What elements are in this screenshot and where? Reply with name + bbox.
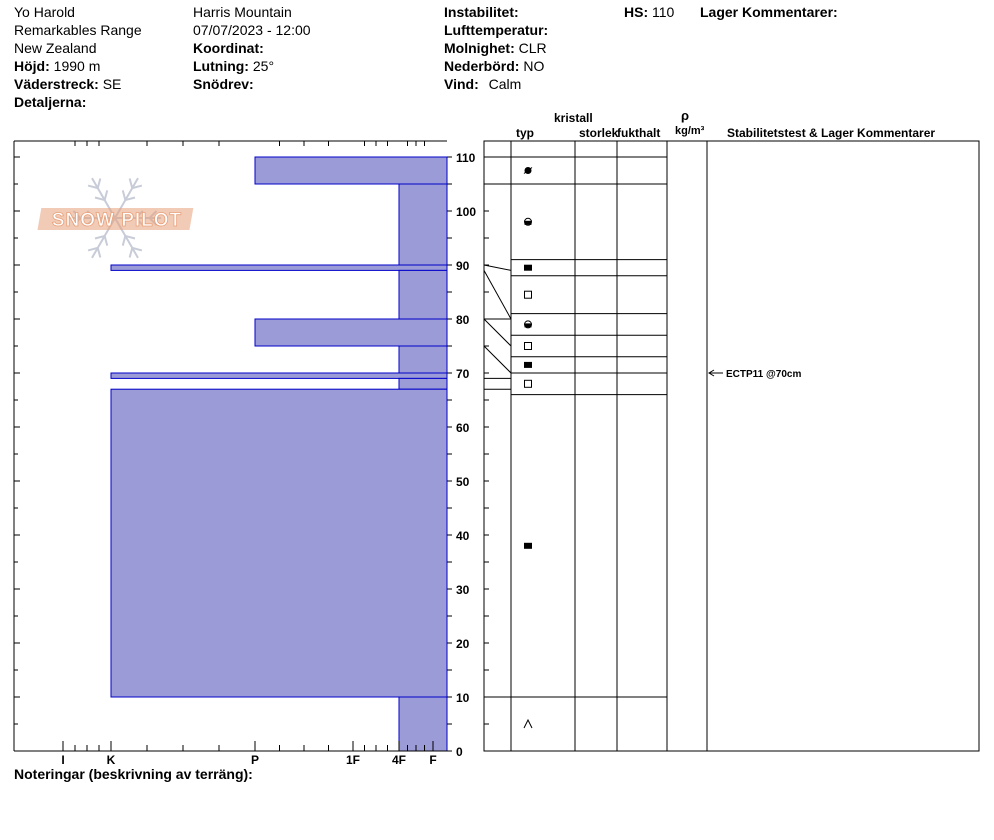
- layer-link-line: [484, 265, 511, 270]
- slope-value: 25°: [252, 58, 275, 74]
- height-tick-label: 80: [456, 313, 470, 327]
- size-header: storlek: [579, 126, 619, 140]
- hardness-layer: [255, 157, 447, 184]
- hardness-tick-label: P: [250, 753, 260, 767]
- elevation-value: 1990 m: [53, 58, 101, 74]
- observer-name: Yo Harold: [14, 4, 75, 20]
- hardness-tick-label: 4F: [391, 753, 407, 767]
- hardness-layer: [399, 184, 447, 265]
- hardness-layer: [399, 697, 447, 751]
- hardness-layer: [399, 378, 447, 389]
- details-label: Detaljerna:: [14, 94, 87, 110]
- layer-link-line: [484, 270, 511, 319]
- hardness-layer: [255, 319, 447, 346]
- instability-label: Instabilitet:: [444, 4, 519, 20]
- hardness-layer: [399, 346, 447, 373]
- sky-label: Molnighet:: [444, 40, 515, 56]
- precip-value: NO: [523, 58, 545, 74]
- moisture-header: fukthalt: [617, 126, 661, 140]
- density-unit-header: kg/m³: [675, 125, 705, 137]
- air-temp-label: Lufttemperatur:: [444, 22, 549, 38]
- density-rho-header: ρ: [681, 108, 690, 123]
- layer-comments-label: Lager Kommentarer:: [700, 4, 838, 20]
- height-tick-label: 100: [456, 205, 477, 219]
- location-name: Harris Mountain: [193, 4, 292, 20]
- stability-header: Stabilitetstest & Lager Kommentarer: [727, 126, 936, 140]
- hardness-layer: [111, 265, 447, 270]
- crystal-rounded-icon: [525, 380, 532, 387]
- hardness-layers: [111, 157, 447, 751]
- hardness-tick-label: 1F: [345, 753, 361, 767]
- height-tick-label: 50: [456, 475, 470, 489]
- hardness-tick-label: K: [106, 753, 116, 767]
- crystal-graupel-icon: [524, 167, 532, 174]
- crystal-rounded-icon: [525, 343, 532, 350]
- wind-value: Calm: [488, 76, 522, 92]
- country-name: New Zealand: [14, 40, 97, 56]
- slope-label: Lutning:: [193, 58, 249, 74]
- crystal-header: kristall: [554, 111, 593, 125]
- height-tick-label: 0: [456, 745, 463, 759]
- height-tick-label: 70: [456, 367, 470, 381]
- stability-test-label: ECTP11 @70cm: [726, 369, 802, 380]
- crystal-faceted-icon: [524, 543, 532, 549]
- observation-datetime: 07/07/2023 - 12:00: [193, 22, 311, 38]
- elevation-label: Höjd:: [14, 58, 50, 74]
- crystal-faceted-icon: [524, 362, 532, 368]
- height-tick-label: 30: [456, 583, 470, 597]
- snowpilot-watermark: [37, 178, 193, 258]
- coordinate-label: Koordinat:: [193, 40, 264, 56]
- hardness-tick-label: I: [61, 753, 65, 767]
- aspect-value: SE: [102, 76, 122, 92]
- crystal-melt-freeze-icon: [525, 218, 532, 225]
- hardness-layer: [111, 389, 447, 697]
- sky-value: CLR: [518, 40, 547, 56]
- height-tick-label: 110: [456, 151, 476, 165]
- precip-label: Nederbörd:: [444, 58, 520, 74]
- layer-link-line: [484, 319, 511, 346]
- wind-label: Vind:: [444, 76, 479, 92]
- crystal-rounded-icon: [525, 291, 532, 298]
- hardness-layer: [111, 373, 447, 378]
- aspect-label: Väderstreck:: [14, 76, 99, 92]
- stability-tests: [709, 369, 801, 380]
- type-header: typ: [516, 126, 534, 140]
- crystal-depth-hoar-icon: [524, 720, 532, 728]
- drift-label: Snödrev:: [193, 76, 254, 92]
- table-frame: [484, 141, 979, 751]
- height-tick-label: 20: [456, 637, 470, 651]
- height-tick-label: 60: [456, 421, 470, 435]
- height-tick-label: 90: [456, 259, 470, 273]
- height-tick-label: 10: [456, 691, 470, 705]
- hardness-layer: [399, 270, 447, 319]
- watermark-text: SNOW PILOT: [51, 210, 183, 231]
- notes-label: Noteringar (beskrivning av terräng):: [14, 766, 253, 782]
- range-name: Remarkables Range: [14, 22, 142, 38]
- crystal-melt-freeze-icon: [525, 321, 532, 328]
- layer-link-line: [484, 346, 511, 373]
- hs-label: HS:: [624, 4, 649, 20]
- height-tick-label: 40: [456, 529, 470, 543]
- crystal-faceted-icon: [524, 265, 532, 271]
- hardness-tick-label: F: [429, 753, 437, 767]
- layer-table: [484, 141, 979, 751]
- hs-value: 110: [652, 4, 675, 20]
